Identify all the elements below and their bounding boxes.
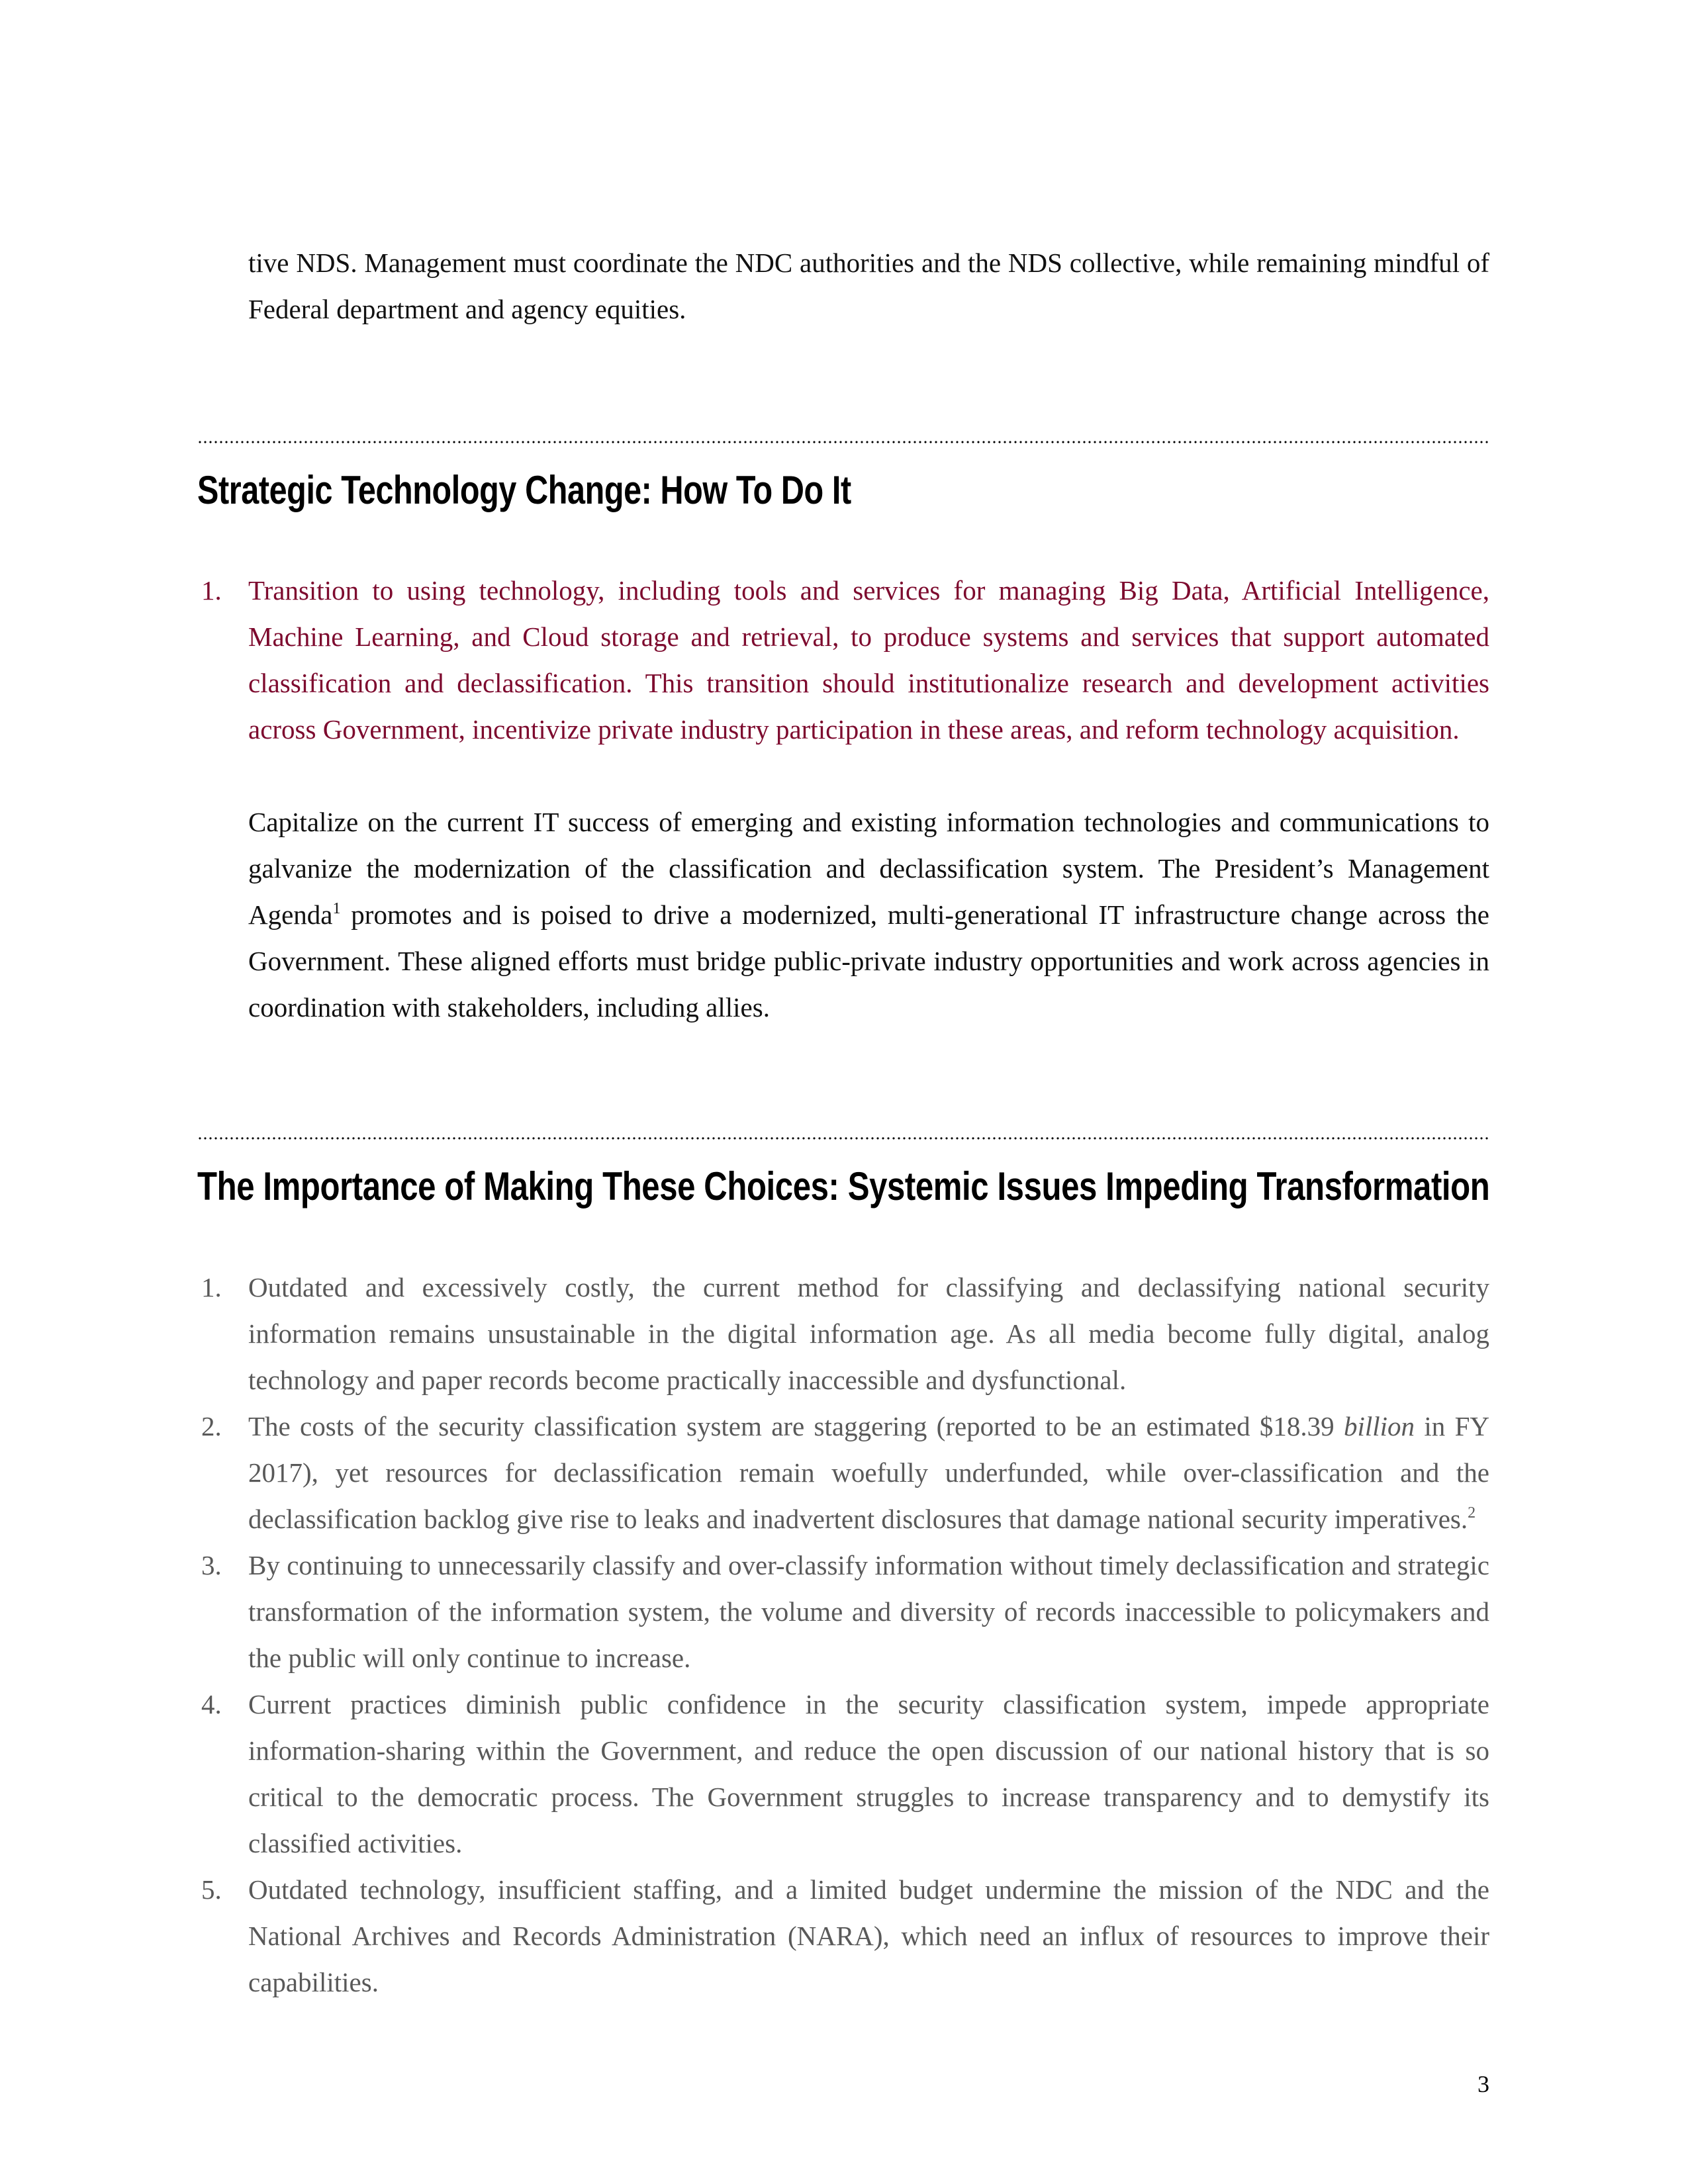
section2-body	[197, 1264, 1489, 2005]
list-number: 4.	[201, 1689, 222, 1719]
list-item-text: The costs of the security classification system are staggering (reported to be an estimated $18.39	[248, 1411, 1344, 1441]
list-number: 5.	[201, 1874, 222, 1905]
list-item-text: Transition to using technology, including tools and services for managing Big Data, Artificial Intelligence, Machine Learning, and Cloud storage and retrieval, to produce systems and services that support automated classification and declassification. This transition should institutionalize research and development activities across Government, incentivize private industry participation in these areas, and reform technology acquisition.	[248, 575, 1489, 745]
footnote-marker[interactable]: 1	[332, 900, 341, 917]
dotted-divider	[197, 1137, 1489, 1140]
list-item	[197, 1403, 1489, 1542]
list-number: 1.	[201, 575, 222, 606]
list-item	[197, 1542, 1489, 1681]
footnote-marker[interactable]: 2	[1468, 1504, 1476, 1522]
list-item-text: Current practices diminish public confidence in the security classification system, impede appropriate information-sharing within the Government, and reduce the open discussion of our national history that is so critical to the democratic process. The Government struggles to increase transparency and to demystify its classified activities.	[248, 1689, 1489, 1858]
list-number: 2.	[201, 1411, 222, 1441]
list-number: 3.	[201, 1550, 222, 1580]
list-item-italic: billion	[1343, 1411, 1415, 1441]
section-heading-importance-of-choices: The Importance of Making These Choices: Systemic Issues Impeding Transformation	[197, 1164, 1490, 1208]
list-item-text: in FY 2017), yet resources for declassification remain woefully underfunded, while over-classification and the declassification backlog give rise to leaks and inadvertent disclosures that damage national security imperatives.	[248, 1411, 1489, 1534]
page-number: 3	[1477, 2071, 1489, 2097]
section2-list	[197, 1264, 1489, 2005]
list-item-text: By continuing to unnecessarily classify and over-classify information without timely declassification and strategic transformation of the information system, the volume and diversity of records inaccessible to policymakers and the public will only continue to increase.	[248, 1550, 1489, 1673]
paragraph-text-part1: Capitalize on the current IT success of emerging and existing information technologies and communications to galvanize the modernization of the classification and declassification system. The President’s Management Agenda	[248, 807, 1489, 930]
list-number: 1.	[201, 1272, 222, 1302]
dotted-divider	[197, 441, 1489, 443]
section1-list	[197, 567, 1489, 752]
section1-body	[197, 567, 1489, 1030]
list-item	[197, 1866, 1489, 2005]
list-item-text: Outdated and excessively costly, the current method for classifying and declassifying national security information remains unsustainable in the digital information age. As all media become fully digital, analog technology and paper records become practically inaccessible and dysfunctional.	[248, 1272, 1489, 1395]
intro-block	[197, 240, 1489, 332]
list-item	[197, 1264, 1489, 1403]
intro-paragraph: tive NDS. Management must coordinate the NDC authorities and the NDS collective, while remaining mindful of Federal department and agency equities.	[248, 248, 1489, 324]
section-heading-strategic-technology: Strategic Technology Change: How To Do It	[197, 468, 851, 512]
paragraph-text-part2: promotes and is poised to drive a modernized, multi-generational IT infrastructure change across the Government. These aligned efforts must bridge public-private industry opportunities and work across agencies in coordination with stakeholders, including allies.	[248, 899, 1489, 1023]
list-item-text: Outdated technology, insufficient staffing, and a limited budget undermine the mission of the NDC and the National Archives and Records Administration (NARA), which need an influx of resources to improve their capabilities.	[248, 1874, 1489, 1997]
list-item	[197, 1681, 1489, 1866]
section1-paragraph	[197, 799, 1489, 1030]
list-item	[197, 567, 1489, 752]
